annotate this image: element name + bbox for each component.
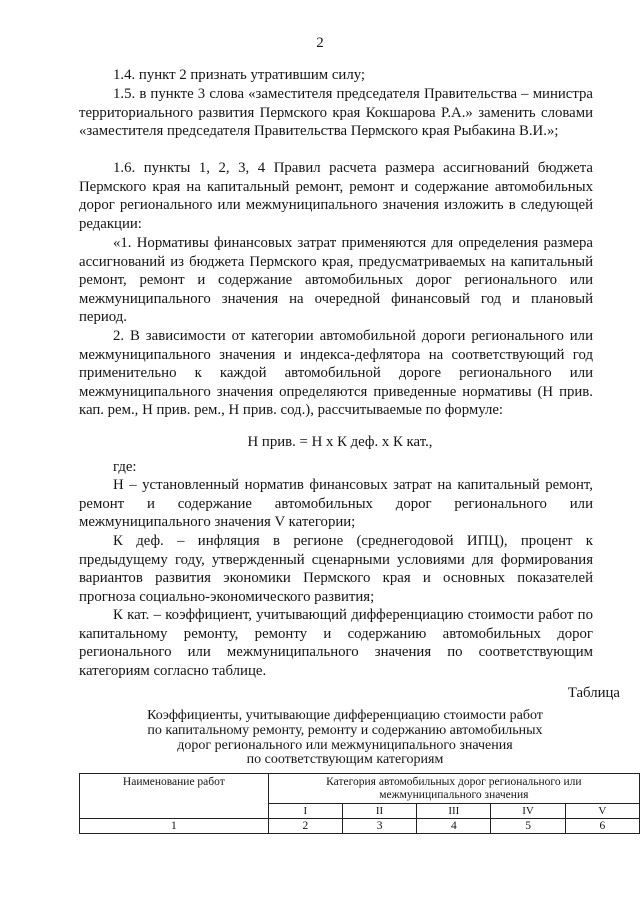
table-title-line: по капитальному ремонту, ремонту и содержанию автомобильных bbox=[147, 722, 543, 738]
table-numbering-row bbox=[80, 819, 640, 834]
paragraph-1-4: 1.4. пункт 2 признать утратившим силу; bbox=[113, 67, 366, 83]
coefficients-table bbox=[79, 773, 640, 834]
numbering-cell: 1 bbox=[80, 819, 269, 834]
table-title-line: дорог регионального или межмуниципального значения bbox=[177, 737, 513, 753]
numbering-cell: 5 bbox=[491, 819, 565, 834]
paragraph-1-6: 1.6. пункты 1, 2, 3, 4 Правил расчета размера ассигнований бюджета Пермского края на капитальный ремонт, ремонт и содержание автомобильных дорог регионального или межмуниципального значения изложить в следующей редакции: bbox=[79, 160, 593, 232]
where-label: где: bbox=[113, 459, 137, 475]
definition-k-def: К деф. – инфляция в регионе (среднегодовой ИПЦ), процент к предыдущему году, утвержденный сценарными условиями для формирования вариантов развития экономики Пермского края и основных показателей прогноза социально-экономического развития; bbox=[79, 533, 593, 605]
header-category: Категория автомобильных дорог регионального или межмуниципального значения bbox=[268, 774, 639, 804]
paragraph-1-5: 1.5. в пункте 3 слова «заместителя председателя Правительства – министра территориального развития Пермского края Кокшарова Р.А.» заменить словами «заместителя председателя Правительства Пермского края Рыбакина В.И.»; bbox=[79, 86, 593, 140]
category-cell: IV bbox=[491, 804, 565, 819]
page-number: 2 bbox=[316, 35, 324, 51]
formula: Н прив. = Н x К деф. x К кат., bbox=[247, 434, 433, 450]
category-cell: V bbox=[565, 804, 639, 819]
numbering-cell: 3 bbox=[342, 819, 416, 834]
numbering-cell: 2 bbox=[268, 819, 342, 834]
header-work-name: Наименование работ bbox=[80, 774, 269, 819]
numbering-cell: 4 bbox=[417, 819, 491, 834]
rule-paragraph-1: «1. Нормативы финансовых затрат применяются для определения размера ассигнований из бюджета Пермского края, предусматриваемых на капитальный ремонт, ремонт и содержание автомобильных дорог регионального или межмуниципального значения на очередной финансовый год и плановый период. bbox=[79, 235, 593, 326]
category-cell: II bbox=[342, 804, 416, 819]
category-cell: I bbox=[268, 804, 342, 819]
numbering-cell: 6 bbox=[565, 819, 639, 834]
table-title-line: по соответствующим категориям bbox=[246, 752, 444, 768]
definition-h: Н – установленный норматив финансовых затрат на капитальный ремонт, ремонт и содержание автомобильных дорог регионального или межмуниципального значения V категории; bbox=[79, 477, 593, 531]
definition-k-kat: К кат. – коэффициент, учитывающий дифференциацию стоимости работ по капитальному ремонту, ремонту и содержанию автомобильных дорог регионального или межмуниципального значения по соответствующим категориям согласно таблице. bbox=[79, 607, 593, 679]
table-title-line: Коэффициенты, учитывающие дифференциацию стоимости работ bbox=[147, 708, 543, 723]
rule-paragraph-2: 2. В зависимости от категории автомобильной дороги регионального или межмуниципального значения и индекса-дефлятора на соответствующий год применительно к каждой автомобильной дороге регионального или межмуниципального значения определяются приведенные нормативы (Н прив. кап. рем., Н прив. рем., Н прив. сод.), рассчитываемые по формуле: bbox=[79, 328, 593, 419]
table-title bbox=[60, 709, 630, 768]
category-cell: III bbox=[417, 804, 491, 819]
table-header-row bbox=[80, 774, 640, 804]
table-label: Таблица bbox=[567, 685, 620, 701]
